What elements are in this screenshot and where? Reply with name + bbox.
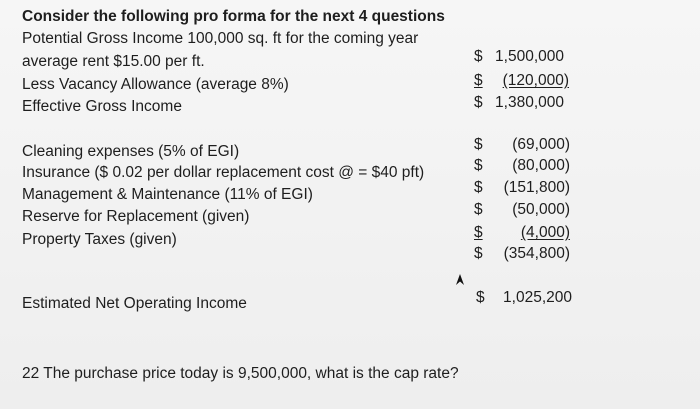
noi-currency: $ [476,289,485,306]
heading: Consider the following pro forma for the next 4 questions [22,8,445,25]
expense-value-reserve: (50,000) [512,201,570,218]
vacancy-value: (120,000) [502,72,569,89]
expense-label-reserve: Reserve for Replacement (given) [22,208,250,225]
expense-value-taxes: (4,000) [520,224,570,241]
expense-label-insurance: Insurance ($ 0.02 per dollar replacement cost @ = $40 pft) [22,164,425,181]
noi-label: Estimated Net Operating Income [22,295,247,312]
expense-total-value: (354,800) [503,245,570,262]
expense-label-taxes: Property Taxes (given) [22,231,177,248]
expense-value-cleaning: (69,000) [512,136,570,153]
expense-currency-reserve: $ [474,201,483,218]
expense-currency-taxes: $ [474,224,483,241]
expense-currency-insurance: $ [474,157,483,174]
pgi-label-line1: Potential Gross Income 100,000 sq. ft for the coming year [22,30,419,47]
expense-currency-cleaning: $ [474,136,483,153]
question-text: 22 The purchase price today is 9,500,000, what is the cap rate? [22,365,459,382]
pgi-label-line2: average rent $15.00 per ft. [22,53,205,70]
expense-currency-management: $ [474,179,483,196]
egi-label: Effective Gross Income [22,98,182,115]
vacancy-currency: $ [474,72,483,89]
pgi-currency: $ [474,48,483,65]
expense-value-insurance: (80,000) [512,157,570,174]
expense-label-management: Management & Maintenance (11% of EGI) [22,186,313,203]
pgi-value: 1,500,000 [495,48,564,65]
vacancy-label: Less Vacancy Allowance (average 8%) [22,76,289,93]
expense-total-currency: $ [474,245,483,262]
expense-label-cleaning: Cleaning expenses (5% of EGI) [22,143,240,160]
expense-value-management: (151,800) [503,179,570,196]
noi-value: 1,025,200 [503,289,572,306]
egi-currency: $ [474,94,483,111]
egi-value: 1,380,000 [495,94,564,111]
mouse-pointer-icon [453,272,467,286]
